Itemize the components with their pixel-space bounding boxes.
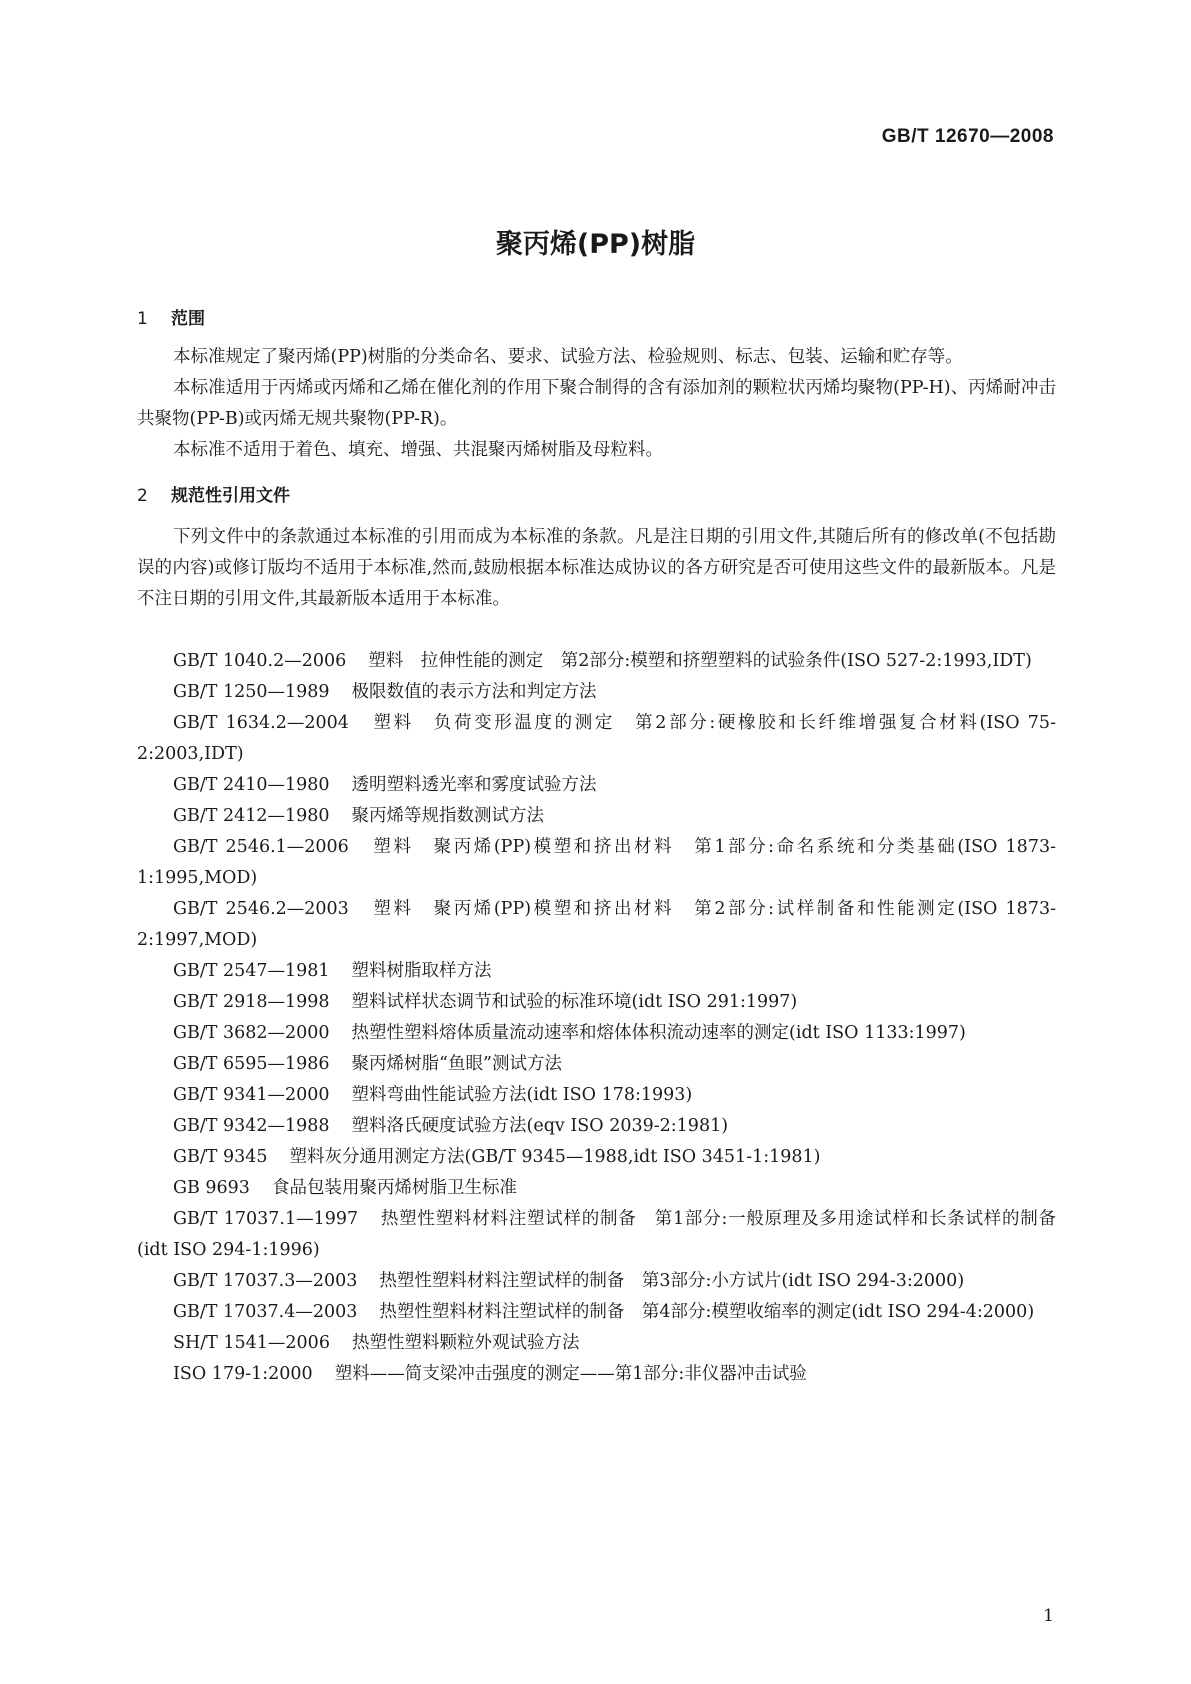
- document-title: 聚丙烯(PP)树脂: [495, 229, 696, 260]
- reference-item: [137, 708, 1056, 770]
- reference-code: GB/T 2546.2—2003: [173, 899, 349, 919]
- reference-title: 热塑性塑料熔体质量流动速率和熔体体积流动速率的测定(idt ISO 1133:1997): [351, 1023, 966, 1043]
- reference-title: 塑料树脂取样方法: [351, 961, 492, 981]
- reference-title: 塑料 聚丙烯(PP)模塑和挤出材料 第2部分:试样制备和性能测定(ISO 1873-2:1997,MOD): [137, 899, 1056, 950]
- section-1-paragraph: 本标准适用于丙烯或丙烯和乙烯在催化剂的作用下聚合制得的含有添加剂的颗粒状丙烯均聚物(PP-H)、丙烯耐冲击共聚物(PP-B)或丙烯无规共聚物(PP-R)。: [137, 378, 1056, 429]
- reference-code: GB/T 17037.3—2003: [173, 1271, 358, 1291]
- reference-code: SH/T 1541—2006: [173, 1333, 330, 1353]
- reference-item: [137, 1080, 1056, 1111]
- reference-item: [137, 1204, 1056, 1266]
- reference-item: [137, 1359, 1056, 1390]
- reference-title: 塑料 拉伸性能的测定 第2部分:模塑和挤塑塑料的试验条件(ISO 527-2:1993,IDT): [368, 651, 1032, 671]
- reference-title: 聚丙烯等规指数测试方法: [351, 806, 545, 826]
- section-2-title: 规范性引用文件: [171, 486, 290, 506]
- reference-title: 塑料弯曲性能试验方法(idt ISO 178:1993): [351, 1085, 693, 1105]
- page-number: 1: [1043, 1606, 1054, 1626]
- reference-item: [137, 1018, 1056, 1049]
- reference-code: GB/T 6595—1986: [173, 1054, 330, 1074]
- reference-code: GB/T 17037.1—1997: [173, 1209, 359, 1229]
- reference-title: 热塑性塑料材料注塑试样的制备 第3部分:小方试片(idt ISO 294-3:2000): [379, 1271, 965, 1291]
- section-1-paragraph: 本标准不适用于着色、填充、增强、共混聚丙烯树脂及母粒料。: [173, 440, 663, 460]
- standard-code: GB/T 12670—2008: [881, 126, 1054, 147]
- section-2-intro: [137, 522, 1056, 615]
- section-2-heading: [137, 481, 290, 506]
- section-1-number: 1: [137, 309, 148, 329]
- reference-code: ISO 179-1:2000: [173, 1364, 313, 1384]
- reference-code: GB/T 2546.1—2006: [173, 837, 349, 857]
- reference-title: 食品包装用聚丙烯树脂卫生标准: [271, 1178, 517, 1198]
- reference-code: GB/T 2918—1998: [173, 992, 330, 1012]
- reference-code: GB/T 9345: [173, 1147, 268, 1167]
- reference-item: [137, 801, 1056, 832]
- reference-list: [137, 646, 1056, 1390]
- reference-title: 聚丙烯树脂“鱼眼”测试方法: [351, 1054, 562, 1074]
- reference-code: GB/T 9341—2000: [173, 1085, 330, 1105]
- section-1-paragraph: 本标准规定了聚丙烯(PP)树脂的分类命名、要求、试验方法、检验规则、标志、包装、运输和贮存等。: [173, 347, 963, 367]
- reference-item: [137, 770, 1056, 801]
- reference-title: 塑料 负荷变形温度的测定 第2部分:硬橡胶和长纤维增强复合材料(ISO 75-2:2003,IDT): [137, 713, 1056, 764]
- reference-item: [137, 1142, 1056, 1173]
- reference-title: 热塑性塑料材料注塑试样的制备 第1部分:一般原理及多用途试样和长条试样的制备(idt ISO 294-1:1996): [137, 1209, 1057, 1260]
- reference-item: [137, 677, 1056, 708]
- section-1-heading: [137, 304, 205, 329]
- reference-code: GB/T 1250—1989: [173, 682, 330, 702]
- reference-code: GB/T 9342—1988: [173, 1116, 330, 1136]
- reference-code: GB/T 3682—2000: [173, 1023, 330, 1043]
- reference-title: 塑料灰分通用测定方法(GB/T 9345—1988,idt ISO 3451-1:1981): [289, 1147, 821, 1167]
- reference-code: GB/T 2412—1980: [173, 806, 330, 826]
- reference-item: [137, 1297, 1056, 1328]
- reference-item: [137, 1328, 1056, 1359]
- reference-title: 热塑性塑料材料注塑试样的制备 第4部分:模塑收缩率的测定(idt ISO 294-4:2000): [379, 1302, 1035, 1322]
- reference-item: [137, 1111, 1056, 1142]
- section-1-title: 范围: [171, 309, 205, 329]
- section-2-number: 2: [137, 486, 148, 506]
- reference-title: 热塑性塑料颗粒外观试验方法: [351, 1333, 580, 1353]
- reference-code: GB/T 17037.4—2003: [173, 1302, 358, 1322]
- reference-item: [137, 646, 1056, 677]
- reference-code: GB/T 2547—1981: [173, 961, 330, 981]
- reference-item: [137, 1049, 1056, 1080]
- reference-title: 塑料洛氏硬度试验方法(eqv ISO 2039-2:1981): [351, 1116, 729, 1136]
- reference-item: [137, 894, 1056, 956]
- reference-title: 透明塑料透光率和雾度试验方法: [351, 775, 597, 795]
- reference-item: [137, 956, 1056, 987]
- reference-code: GB 9693: [173, 1178, 250, 1198]
- reference-title: 塑料试样状态调节和试验的标准环境(idt ISO 291:1997): [351, 992, 798, 1012]
- reference-code: GB/T 2410—1980: [173, 775, 330, 795]
- reference-code: GB/T 1040.2—2006: [173, 651, 347, 671]
- reference-item: [137, 987, 1056, 1018]
- section-1-body: [137, 342, 1056, 466]
- reference-item: [137, 1266, 1056, 1297]
- reference-item: [137, 832, 1056, 894]
- reference-title: 塑料——简支梁冲击强度的测定——第1部分:非仪器冲击试验: [334, 1364, 807, 1384]
- reference-code: GB/T 1634.2—2004: [173, 713, 349, 733]
- reference-title: 塑料 聚丙烯(PP)模塑和挤出材料 第1部分:命名系统和分类基础(ISO 1873-1:1995,MOD): [137, 837, 1056, 888]
- section-2-intro-paragraph: 下列文件中的条款通过本标准的引用而成为本标准的条款。凡是注日期的引用文件,其随后所有的修改单(不包括勘误的内容)或修订版均不适用于本标准,然而,鼓励根据本标准达成协议的各方研究是否可使用这些文件的最新版本。凡是不注日期的引用文件,其最新版本适用于本标准。: [137, 527, 1056, 609]
- reference-title: 极限数值的表示方法和判定方法: [351, 682, 597, 702]
- reference-item: [137, 1173, 1056, 1204]
